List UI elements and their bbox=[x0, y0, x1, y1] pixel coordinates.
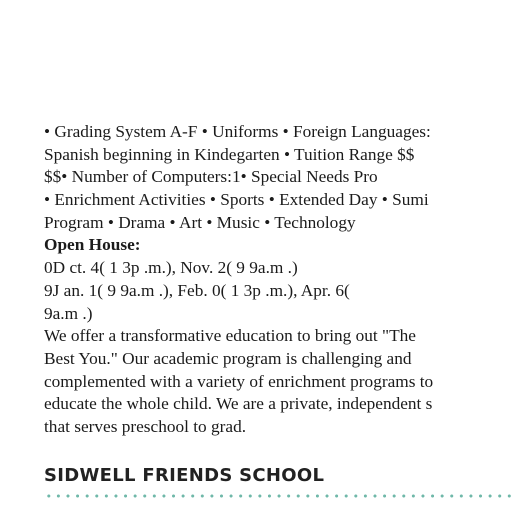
open-house-heading: Open House: bbox=[44, 235, 141, 255]
open-house-line: 9a.m .) bbox=[44, 303, 93, 323]
dotted-divider bbox=[44, 494, 512, 498]
description-line: that serves preschool to grad. bbox=[44, 416, 247, 436]
next-school-heading: SIDWELL FRIENDS SCHOOL bbox=[44, 465, 325, 486]
features-line: $$• Number of Computers:1• Special Needs Pro bbox=[44, 167, 378, 187]
description-line: Best You." Our academic program is challenging and bbox=[44, 348, 412, 368]
description-line: complemented with a variety of enrichment programs to bbox=[44, 371, 434, 391]
open-house-line: 0D ct. 4( 1 3p .m.), Nov. 2( 9 9a.m .) bbox=[44, 258, 298, 278]
features-line: • Enrichment Activities • Sports • Extended Day • Sumi bbox=[44, 190, 429, 210]
school-listing bbox=[44, 121, 512, 439]
features-line: Spanish beginning in Kindegarten • Tuition Range $$ bbox=[44, 144, 415, 164]
features-line: Program • Drama • Art • Music • Technology bbox=[44, 212, 356, 232]
description-line: We offer a transformative education to bring out "The bbox=[44, 326, 416, 346]
description-line: educate the whole child. We are a private, independent s bbox=[44, 394, 433, 414]
features-line: • Grading System A-F • Uniforms • Foreign Languages: bbox=[44, 122, 431, 141]
open-house-line: 9J an. 1( 9 9a.m .), Feb. 0( 1 3p .m.), Apr. 6( bbox=[44, 280, 350, 300]
